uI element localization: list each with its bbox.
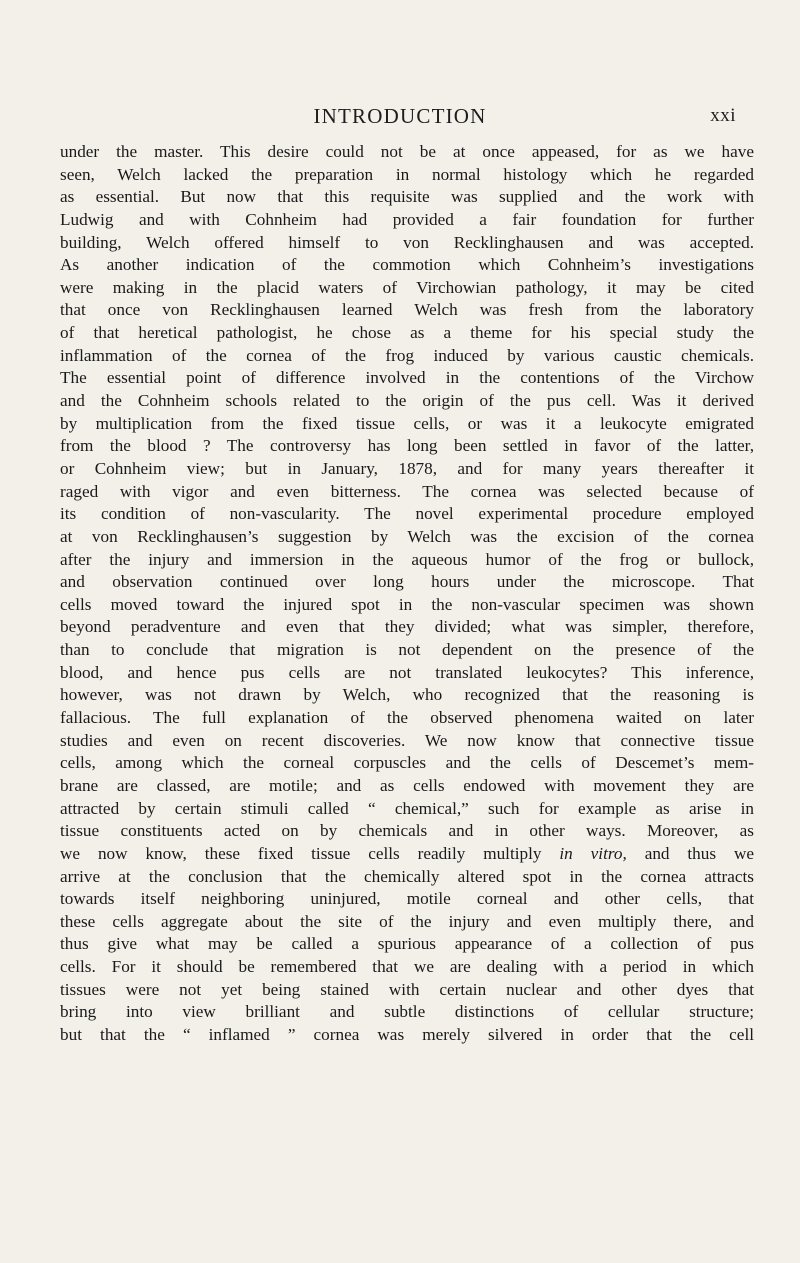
running-title: INTRODUCTION	[313, 104, 487, 128]
text-line: by multiplication from the fixed tissue cells, or was it a leukocyte emigrated	[60, 413, 754, 433]
text-line: brane are classed, are motile; and as cells endowed with movement they are	[60, 775, 754, 795]
body-paragraph	[60, 141, 754, 1047]
text-line: cells moved toward the injured spot in the non-vascular specimen was shown	[60, 594, 754, 614]
text-line: that once von Recklinghausen learned Welch was fresh from the laboratory	[60, 300, 754, 320]
text-line: cells. For it should be remembered that we are dealing with a period in which	[60, 957, 754, 977]
text-line: from the blood ? The controversy has long been settled in favor of the latter,	[60, 436, 754, 456]
text-line: tissue constituents acted on by chemicals and in other ways. Moreover, as	[60, 821, 754, 841]
text-line: however, was not drawn by Welch, who recognized that the reasoning is	[60, 685, 754, 705]
text-line: raged with vigor and even bitterness. The cornea was selected because of	[60, 481, 754, 501]
text-line: As another indication of the commotion which Cohnheim’s investigations	[60, 255, 754, 275]
text-line: or Cohnheim view; but in January, 1878, and for many years thereafter it	[60, 458, 754, 478]
text-line: attracted by certain stimuli called “ chemical,” such for example as arise in	[60, 798, 754, 818]
text-line: beyond peradventure and even that they divided; what was simpler, therefore,	[60, 617, 754, 637]
text-line: towards itself neighboring uninjured, motile corneal and other cells, that	[60, 889, 754, 909]
text-line: arrive at the conclusion that the chemically altered spot in the cornea attracts	[60, 866, 754, 886]
text-line: Ludwig and with Cohnheim had provided a fair foundation for further	[60, 209, 754, 229]
italic-phrase: in vitro,	[559, 843, 627, 863]
text-line: and observation continued over long hours under the microscope. That	[60, 572, 754, 592]
text-line: studies and even on recent discoveries. We now know that connective tissue	[60, 730, 754, 750]
text-line-with-italic	[60, 843, 754, 866]
text-line: blood, and hence pus cells are not translated leukocytes? This inference,	[60, 662, 754, 682]
text-line: after the injury and immersion in the aqueous humor of the frog or bullock,	[60, 549, 754, 569]
text-line: inflammation of the cornea of the frog induced by various caustic chemicals.	[60, 345, 754, 365]
text-line: than to conclude that migration is not dependent on the presence of the	[60, 640, 754, 660]
running-head	[0, 104, 800, 134]
text-line: thus give what may be called a spurious appearance of a collection of pus	[60, 934, 754, 954]
page-number: xxi	[710, 105, 736, 126]
text-line: cells, among which the corneal corpuscles and the cells of Descemet’s mem-	[60, 753, 754, 773]
line-start: we now know, these fixed tissue cells readily multiply	[60, 843, 542, 863]
text-line: fallacious. The full explanation of the observed phenomena waited on later	[60, 708, 754, 728]
text-line: The essential point of difference involved in the contentions of the Virchow	[60, 368, 754, 388]
text-line: seen, Welch lacked the preparation in normal histology which he regarded	[60, 164, 754, 184]
text-line: these cells aggregate about the site of the injury and even multiply there, and	[60, 911, 754, 931]
line-end: and thus we	[644, 843, 754, 863]
text-line: of that heretical pathologist, he chose as a theme for his special study the	[60, 323, 754, 343]
text-line: its condition of non-vascularity. The novel experimental procedure employed	[60, 504, 754, 524]
text-line: but that the “ inflamed ” cornea was merely silvered in order that the cell	[60, 1024, 754, 1044]
text-line: bring into view brilliant and subtle distinctions of cellular structure;	[60, 1002, 754, 1022]
text-line: as essential. But now that this requisite was supplied and the work with	[60, 187, 754, 207]
text-line: and the Cohnheim schools related to the origin of the pus cell. Was it derived	[60, 391, 754, 411]
text-line: at von Recklinghausen’s suggestion by Welch was the excision of the cornea	[60, 526, 754, 546]
text-line: tissues were not yet being stained with certain nuclear and other dyes that	[60, 979, 754, 999]
text-line: were making in the placid waters of Virchowian pathology, it may be cited	[60, 277, 754, 297]
text-line: building, Welch offered himself to von Recklinghausen and was accepted.	[60, 232, 754, 252]
text-line: under the master. This desire could not be at once appeased, for as we have	[60, 142, 754, 161]
